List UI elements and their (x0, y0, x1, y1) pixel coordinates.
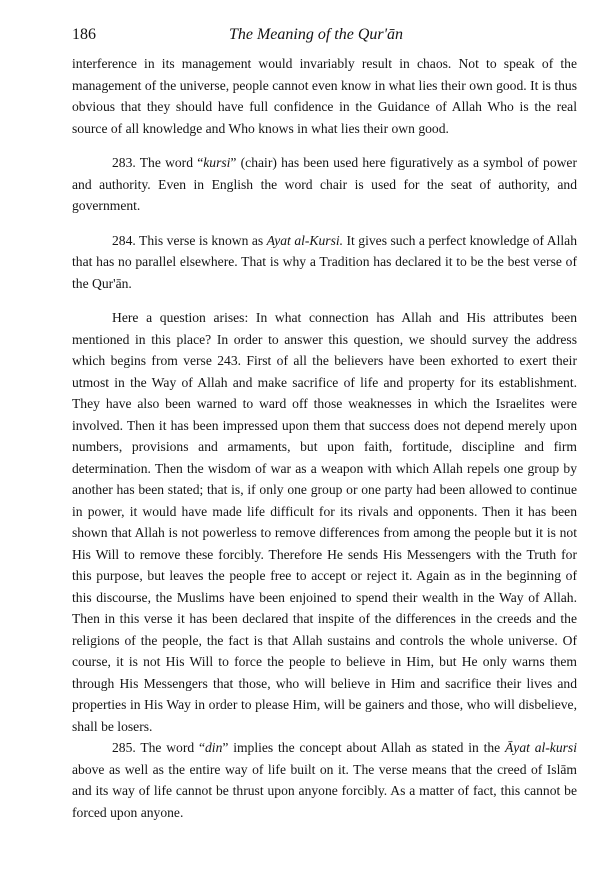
text-run: 283. The word “ (112, 155, 204, 170)
italic-term: Āyat al-kursi (505, 740, 577, 755)
text-run: It gives such a perfect knowledge of Allah that has no parallel elsewhere. That is why a Tradition has declared it to be the best verse of the Qur'ān. (72, 232, 577, 291)
text-run: ” implies the concept about Allah as stated in the (222, 740, 505, 755)
italic-term: Ayat al-Kursi. (266, 232, 344, 248)
italic-term: kursi (203, 155, 231, 170)
paragraph-note-283 (72, 152, 577, 217)
text-run: interference in its management would invariably result in chaos. Not to speak of the management of the universe, people cannot even know in what lies their own good. It is thus obvious that they should have full confidence in the Guidance of Allah Who is the real source of all knowledge and Who knows in what lies their own good. (72, 56, 577, 136)
text-run: 284. This verse is known as (112, 232, 267, 248)
text-run: Here a question arises: In what connection has Allah and His attributes been mentioned in this place? In order to answer this question, we should survey the address which begins from verse 243. First of all the believers have been exhorted to exert their utmost in the Way of Allah and make sacrifice of life and property for its establishment. They have also been warned to ward off those weaknesses in which the Israelites were involved. Then it has been impressed upon them that success does not depend merely upon numbers, provisions and armaments, but upon faith, fortitude, discipline and firm determination. Then the wisdom of war as a weapon with which Allah repels one group by another has been stated; that is, if only one group or one party had been allowed to continue in power, it would have made life difficult for its rivals and opponents. Then it has been shown that Allah is not powerless to remove differences from among the people but it is not His Will to remove these forcibly. Therefore He sends His Messengers with the Truth for this purpose, but leaves the people free to accept or reject it. Again as in the beginning of this discourse, the Muslims have been enjoined to spend their wealth in the Way of Allah. Then in this verse it has been declared that inspite of the differences in the creeds and the religions of the people, the fact is that Allah sustains and controls the whole universe. Of course, it is not His Will to force the people to believe in Him, but He only warns them through His Messengers that those, who will believe in Him and sacrifice their lives and properties in His Way in order to please Him, will be gainers and those, who will disbelieve, shall be losers. (72, 310, 577, 734)
paragraph-note-284 (72, 230, 577, 295)
italic-term: din (205, 740, 223, 755)
running-title: The Meaning of the Qur'ān (228, 26, 404, 43)
page-number: 186 (72, 26, 96, 43)
text-run: 285. The word “ (112, 740, 205, 755)
paragraph-continuation (72, 53, 577, 139)
paragraph-note-285 (72, 737, 577, 823)
text-run: above as well as the entire way of life built on it. The verse means that the creed of Islām and its way of life cannot be thrust upon anyone forcibly. As a matter of fact, this cannot be forced upon anyone. (72, 761, 577, 820)
page-header (72, 26, 560, 46)
paragraph-question (72, 307, 577, 737)
body-text (72, 53, 577, 823)
text-run: ” (chair) has been used here figuratively as a symbol of power and authority. Even in English the word chair is used for the seat of authority, and government. (72, 155, 577, 213)
